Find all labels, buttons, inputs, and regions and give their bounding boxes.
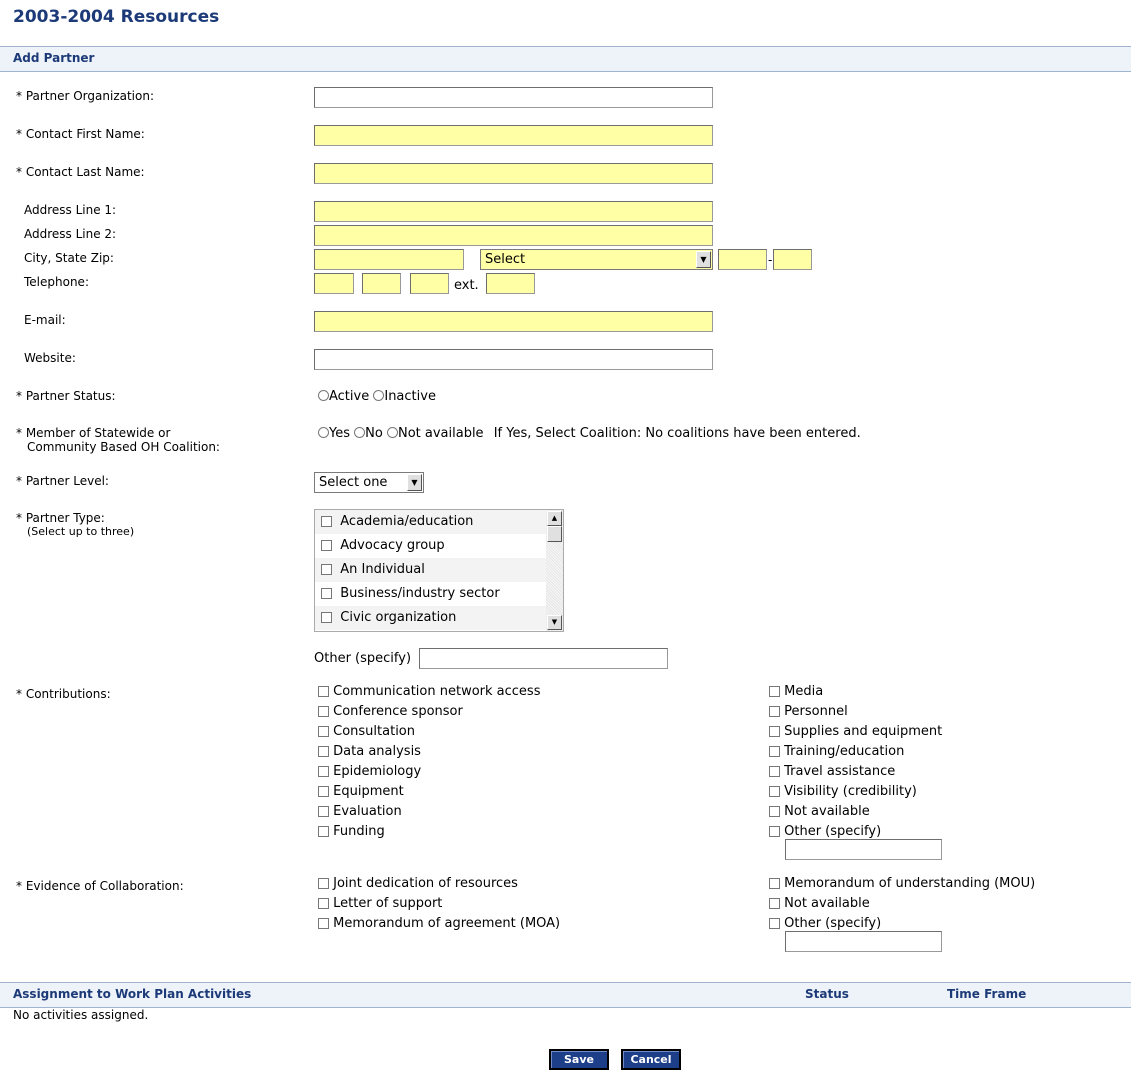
- timeframe-column-header: Time Frame: [947, 987, 1027, 1001]
- checkbox[interactable]: [321, 540, 332, 551]
- checkbox-label: Media: [784, 684, 824, 699]
- status-column-header: Status: [805, 987, 849, 1001]
- checkbox-label: Memorandum of understanding (MOU): [784, 876, 1036, 891]
- scroll-up-icon[interactable]: ▲: [547, 511, 562, 526]
- assignment-title: Assignment to Work Plan Activities: [13, 987, 252, 1001]
- checkbox[interactable]: [318, 706, 329, 717]
- member-label-line2: Community Based OH Coalition:: [27, 440, 220, 454]
- list-item[interactable]: [318, 916, 560, 936]
- checkbox[interactable]: [318, 826, 329, 837]
- checkbox[interactable]: [318, 746, 329, 757]
- list-item-label: Civic organization: [340, 610, 457, 625]
- status-active-label: Active: [329, 389, 370, 404]
- last-name-label: * Contact Last Name:: [16, 165, 145, 179]
- state-select-value: Select: [485, 252, 526, 267]
- checkbox[interactable]: [769, 898, 780, 909]
- checkbox[interactable]: [769, 826, 780, 837]
- checkbox-label: Funding: [333, 824, 385, 839]
- member-label-line1: * Member of Statewide or: [16, 426, 171, 440]
- checkbox-label: Other (specify): [784, 824, 882, 839]
- checkbox-label: Other (specify): [784, 916, 882, 931]
- member-no-radio[interactable]: [354, 427, 365, 438]
- member-yes-radio[interactable]: [318, 427, 329, 438]
- checkbox[interactable]: [769, 746, 780, 757]
- address1-input[interactable]: [314, 201, 713, 222]
- add-partner-header: [0, 46, 1131, 72]
- list-item[interactable]: [318, 824, 540, 844]
- zip-separator: -: [768, 253, 773, 267]
- status-label: * Partner Status:: [16, 389, 116, 403]
- contributions-col2: [769, 684, 942, 844]
- member-no-label: No: [365, 426, 383, 441]
- checkbox[interactable]: [318, 878, 329, 889]
- scroll-thumb[interactable]: [547, 526, 562, 542]
- checkbox[interactable]: [769, 686, 780, 697]
- zip4-input[interactable]: [773, 249, 812, 270]
- ext-label: ext.: [454, 278, 479, 293]
- member-yes-label: Yes: [329, 426, 350, 441]
- add-partner-title: Add Partner: [13, 51, 95, 65]
- checkbox-label: Memorandum of agreement (MOA): [333, 916, 561, 931]
- list-item-label: Advocacy group: [340, 538, 445, 553]
- checkbox[interactable]: [318, 726, 329, 737]
- status-inactive-label: Inactive: [384, 389, 436, 404]
- zip-input[interactable]: [718, 249, 767, 270]
- list-item[interactable]: [318, 684, 540, 704]
- checkbox[interactable]: [769, 706, 780, 717]
- email-input[interactable]: [314, 311, 713, 332]
- type-label: * Partner Type:: [16, 511, 105, 525]
- checkbox-label: Consultation: [333, 724, 415, 739]
- checkbox[interactable]: [769, 726, 780, 737]
- checkbox-label: Joint dedication of resources: [333, 876, 518, 891]
- first-name-input[interactable]: [314, 125, 713, 146]
- status-inactive-radio[interactable]: [373, 390, 384, 401]
- checkbox-label: Not available: [784, 896, 870, 911]
- evidence-label: * Evidence of Collaboration:: [16, 879, 184, 893]
- checkbox[interactable]: [769, 878, 780, 889]
- checkbox-label: Letter of support: [333, 896, 443, 911]
- address2-input[interactable]: [314, 225, 713, 246]
- evidence-other-input[interactable]: [785, 931, 942, 952]
- checkbox-label: Supplies and equipment: [784, 724, 943, 739]
- member-na-radio[interactable]: [387, 427, 398, 438]
- checkbox-label: Conference sponsor: [333, 704, 463, 719]
- checkbox[interactable]: [769, 806, 780, 817]
- list-item[interactable]: [315, 558, 547, 582]
- city-input[interactable]: [314, 249, 464, 270]
- list-item[interactable]: [315, 606, 547, 630]
- list-item[interactable]: [315, 534, 547, 558]
- list-item[interactable]: [318, 804, 540, 824]
- save-button[interactable]: Save: [549, 1049, 609, 1070]
- checkbox[interactable]: [321, 516, 332, 527]
- list-item[interactable]: [318, 896, 560, 916]
- contributions-col1: [318, 684, 540, 844]
- list-item[interactable]: [318, 744, 540, 764]
- checkbox[interactable]: [769, 766, 780, 777]
- checkbox[interactable]: [318, 686, 329, 697]
- address1-label: Address Line 1:: [24, 203, 117, 217]
- list-item[interactable]: [769, 744, 942, 764]
- cancel-button[interactable]: Cancel: [621, 1049, 681, 1070]
- chevron-down-icon[interactable]: ▼: [696, 251, 711, 268]
- member-radio-group: [318, 426, 861, 441]
- list-item-label: An Individual: [340, 562, 425, 577]
- checkbox[interactable]: [318, 898, 329, 909]
- organization-input[interactable]: [314, 87, 713, 108]
- coalition-text: If Yes, Select Coalition: No coalitions have been entered.: [493, 426, 861, 441]
- scroll-down-icon[interactable]: ▼: [547, 615, 562, 630]
- page-title: 2003-2004 Resources: [13, 7, 220, 27]
- checkbox-label: Visibility (credibility): [784, 784, 917, 799]
- phone-line-input[interactable]: [410, 273, 449, 294]
- list-item[interactable]: [769, 684, 942, 704]
- first-name-label: * Contact First Name:: [16, 127, 145, 141]
- list-item[interactable]: [318, 784, 540, 804]
- evidence-col2: [769, 876, 1035, 936]
- contributions-other-input[interactable]: [785, 839, 942, 860]
- contributions-label: * Contributions:: [16, 687, 111, 701]
- list-item[interactable]: [769, 896, 1035, 916]
- evidence-col1: [318, 876, 560, 936]
- checkbox-label: Travel assistance: [784, 764, 896, 779]
- phone-area-input[interactable]: [314, 273, 354, 294]
- type-other-input[interactable]: [419, 648, 668, 669]
- list-item[interactable]: [318, 876, 560, 896]
- website-input[interactable]: [314, 349, 713, 370]
- list-item[interactable]: [315, 510, 547, 534]
- email-label: E-mail:: [24, 313, 66, 327]
- status-active-radio[interactable]: [318, 390, 329, 401]
- city-state-zip-label: City, State Zip:: [24, 251, 114, 265]
- telephone-label: Telephone:: [24, 275, 89, 289]
- checkbox-label: Data analysis: [333, 744, 421, 759]
- phone-prefix-input[interactable]: [362, 273, 401, 294]
- phone-ext-input[interactable]: [486, 273, 535, 294]
- list-item[interactable]: [769, 804, 942, 824]
- state-select[interactable]: [480, 249, 713, 270]
- member-na-label: Not available: [397, 426, 484, 441]
- checkbox[interactable]: [769, 918, 780, 929]
- list-item[interactable]: [769, 704, 942, 724]
- list-item-label: Academia/education: [340, 514, 474, 529]
- checkbox[interactable]: [769, 786, 780, 797]
- checkbox[interactable]: [321, 564, 332, 575]
- scrollbar[interactable]: [546, 510, 563, 631]
- chevron-down-icon[interactable]: ▼: [407, 474, 422, 491]
- checkbox-label: Epidemiology: [333, 764, 422, 779]
- level-label: * Partner Level:: [16, 474, 109, 488]
- checkbox-label: Not available: [784, 804, 870, 819]
- checkbox[interactable]: [321, 612, 332, 623]
- address2-label: Address Line 2:: [24, 227, 117, 241]
- last-name-input[interactable]: [314, 163, 713, 184]
- website-label: Website:: [24, 351, 76, 365]
- list-item[interactable]: [769, 876, 1035, 896]
- checkbox[interactable]: [318, 806, 329, 817]
- level-select-value: Select one: [319, 475, 388, 490]
- status-radio-group: [318, 389, 436, 404]
- checkbox-label: Communication network access: [333, 684, 541, 699]
- list-item[interactable]: [318, 764, 540, 784]
- checkbox-label: Personnel: [784, 704, 848, 719]
- checkbox-label: Equipment: [333, 784, 404, 799]
- list-item[interactable]: [769, 724, 942, 744]
- checkbox[interactable]: [318, 786, 329, 797]
- level-select[interactable]: [314, 472, 424, 493]
- type-hint: (Select up to three): [27, 525, 135, 538]
- list-item[interactable]: [318, 704, 540, 724]
- list-item[interactable]: [315, 582, 547, 606]
- organization-label: * Partner Organization:: [16, 89, 154, 103]
- list-item[interactable]: [769, 764, 942, 784]
- checkbox-label: Evaluation: [333, 804, 402, 819]
- list-item[interactable]: [318, 724, 540, 744]
- no-activities-text: No activities assigned.: [13, 1008, 149, 1022]
- partner-type-list[interactable]: [314, 509, 564, 632]
- list-item-label: Business/industry sector: [340, 586, 500, 601]
- list-item[interactable]: [769, 784, 942, 804]
- checkbox[interactable]: [321, 588, 332, 599]
- checkbox[interactable]: [318, 918, 329, 929]
- checkbox[interactable]: [318, 766, 329, 777]
- type-other-label: Other (specify): [314, 651, 412, 666]
- checkbox-label: Training/education: [784, 744, 905, 759]
